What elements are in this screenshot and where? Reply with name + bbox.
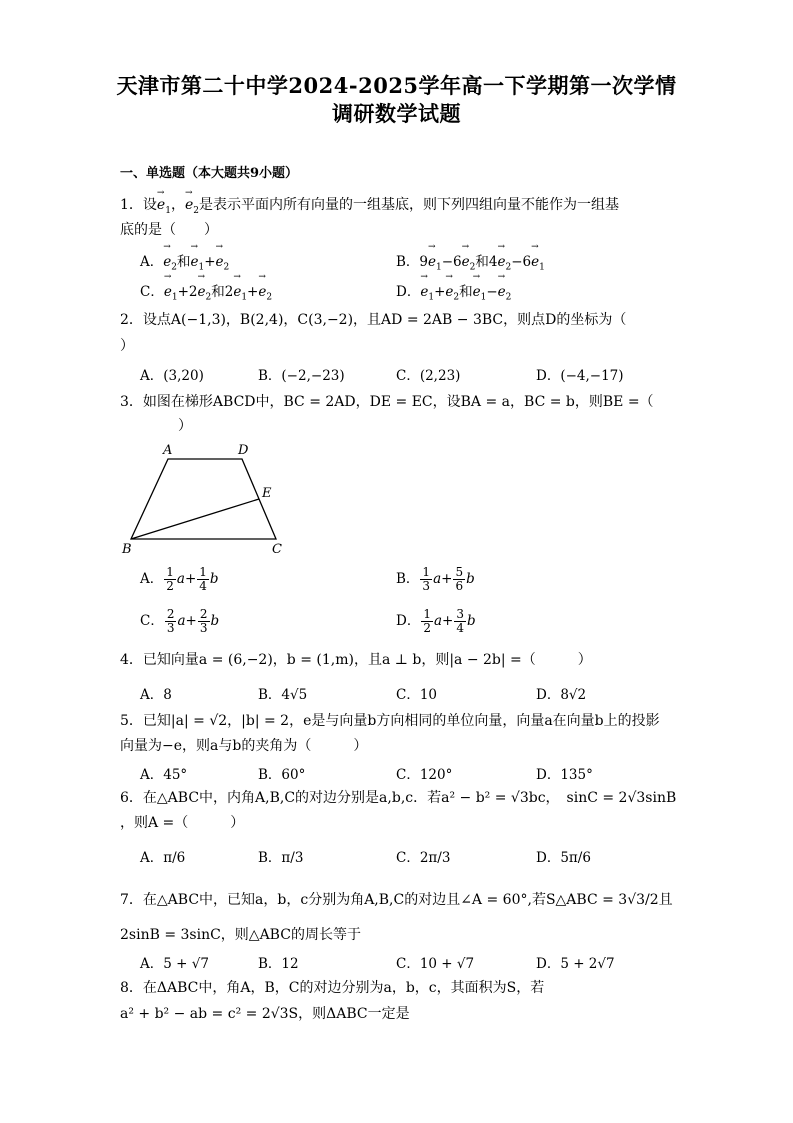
q6-option-c: C．2π/3 — [396, 850, 451, 866]
question-5-line-1: 5．已知|a| = √2，|b| = 2，e是与向量b方向相同的单位向量，向量a在向量b上的投影 — [120, 713, 660, 729]
question-7-line-1: 7．在△ABC中，已知a，b，c分别为角A,B,C的对边且∠A = 60°,若S△ABC = 3√3/2且 — [120, 892, 673, 908]
q3-option-a: A． $\frac{1}{2}$ a+ $\frac{1}{4}$ b — [140, 565, 219, 593]
q7-option-a: A．5 + √7 — [140, 956, 209, 972]
question-1-line-1: 1．设→ $e_1$，→ $e_2$是表示平面内所有向量的一组基底，则下列四组向量不能作为一组基 — [120, 195, 619, 221]
q6-option-b: B．π/3 — [258, 850, 304, 866]
label-a: A — [163, 443, 173, 458]
question-4: 4．已知向量a = (6,−2)，b = (1,m)，且a ⊥ b，则|a − 2b| =（ ） — [120, 652, 592, 668]
q1-option-d: D．→ $e_1+\to e_2$和→ $e_1-\to e_2$ — [396, 280, 511, 303]
question-2-line-1: 2．设点A(−1,3)，B(2,4)，C(3,−2)，且AD = 2AB − 3BC，则点D的坐标为（ — [120, 312, 627, 328]
q5-option-d: D．135° — [536, 767, 593, 783]
q4-option-b: B．4√5 — [258, 687, 308, 703]
label-c: C — [272, 542, 282, 557]
q5-option-c: C．120° — [396, 767, 453, 783]
question-2-line-2: ） — [120, 338, 134, 354]
question-8-line-2: a² + b² − ab = c² = 2√3S，则ΔABC一定是 — [120, 1006, 410, 1022]
trapezoid-figure — [118, 442, 298, 558]
q1-body: 是表示平面内所有向量的一组基底，则下列四组向量不能作为一组基 — [198, 197, 619, 213]
q6-option-d: D．5π/6 — [536, 850, 591, 866]
q3-option-d: D． $\frac{1}{2}$ a+ $\frac{3}{4}$ b — [396, 607, 476, 635]
question-3-line-1: 3．如图在梯形ABCD中，BC = 2AD，DE = EC，设BA = a，BC = b，则BE =（ — [120, 394, 654, 410]
question-1-line-2: 底的是（ ） — [120, 222, 218, 238]
q5-option-a: A．45° — [140, 767, 188, 783]
question-6-line-1: 6．在△ABC中，内角A,B,C的对边分别是a,b,c．若a² − b² = √3bc， sinC = 2√3sinB — [120, 790, 677, 806]
question-3-line-2: ） — [178, 418, 192, 434]
question-6-line-2: ，则A =（ ） — [120, 815, 245, 831]
q4-option-a: A．8 — [140, 687, 172, 703]
label-d: D — [238, 443, 249, 458]
q2-option-c: C．(2,23) — [396, 368, 461, 384]
q7-option-d: D．5 + 2√7 — [536, 956, 615, 972]
trapezoid-abcd — [131, 459, 276, 539]
label-e: E — [262, 486, 272, 501]
q3-option-b: B． $\frac{1}{3}$ a+ $\frac{5}{6}$ b — [396, 565, 475, 593]
question-5-line-2: 向量为−e，则a与b的夹角为（ ） — [120, 738, 368, 754]
question-7-line-2: 2sinB = 3sinC，则△ABC的周长等于 — [120, 927, 361, 943]
q5-option-b: B．60° — [258, 767, 306, 783]
q1-option-a: A．→ $e_2$和→ $e_1+\to e_2$ — [140, 250, 229, 273]
question-8-line-1: 8．在ΔABC中，角A，B，C的对边分别为a，b，c，其面积为S，若 — [120, 980, 545, 996]
section-heading: 一、单选题（本大题共9小题） — [120, 166, 299, 181]
q2-option-b: B．(−2,−23) — [258, 368, 345, 384]
q1-option-b: B．$9\to e_1-6\to e_2$和$4\to e_2-6\to e_1$ — [396, 250, 545, 273]
q7-option-b: B．12 — [258, 956, 299, 972]
q7-option-c: C．10 + √7 — [396, 956, 475, 972]
q1-option-c: C．→ $e_1+2\to e_2$和$2\to e_1+\to e_2$ — [140, 280, 272, 303]
q3-option-c: C． $\frac{2}{3}$ a+ $\frac{2}{3}$ b — [140, 607, 220, 635]
q2-option-d: D．(−4,−17) — [536, 368, 624, 384]
segment-be — [131, 499, 259, 539]
q4-option-c: C．10 — [396, 687, 438, 703]
q4-option-d: D．8√2 — [536, 687, 587, 703]
label-b: B — [122, 542, 132, 557]
q1-prefix: 1．设 — [120, 197, 157, 213]
q2-option-a: A．(3,20) — [140, 368, 204, 384]
title-line-1: 天津市第二十中学2024-2025学年高一下学期第一次学情 — [116, 73, 677, 98]
title-line-2: 调研数学试题 — [332, 101, 461, 126]
q6-option-a: A．π/6 — [140, 850, 186, 866]
